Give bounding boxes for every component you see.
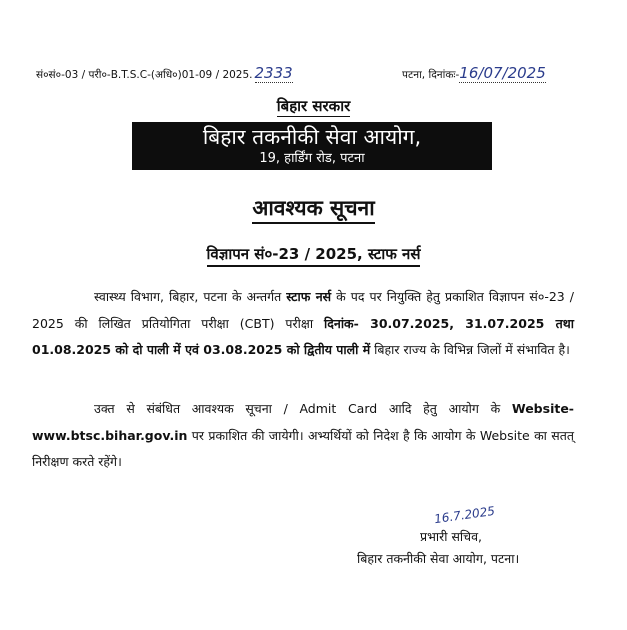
signatory-organization: बिहार तकनीकी सेवा आयोग, पटना। [357, 551, 520, 566]
reference-number [36, 64, 293, 82]
p1-post-name: स्टाफ नर्स [286, 289, 332, 304]
notice-title-text: आवश्यक सूचना [252, 196, 374, 224]
p1-text-1: स्वास्थ्य विभाग, बिहार, पटना के अन्तर्गत [94, 289, 287, 304]
government-heading [0, 96, 627, 116]
signatory-designation: प्रभारी सचिव, [420, 529, 483, 544]
p2-text-1: उक्त से संबंधित आवश्यक सूचना / Admit Card आदि हेतु आयोग के [94, 401, 512, 416]
date-line [402, 64, 546, 82]
advertisement-title [0, 244, 627, 264]
date-handwritten: 16/07/2025 [459, 64, 546, 82]
date-label: पटना, दिनांकः- [402, 69, 460, 81]
government-name: बिहार सरकार [276, 97, 351, 115]
reference-handwritten-number: 2333 [254, 64, 293, 82]
p1-text-3: बिहार राज्य के विभिन्न जिलों में संभावित है। [370, 342, 570, 357]
p1-text-2: के पद पर नियुक्ति हेतु प्रकाशित विज्ञापन सं०-23 / 2025 की लिखित प्रतियोगिता परीक्षा (CBT) परीक्षा [32, 289, 574, 331]
signature-initials: 16.7.2025 [433, 503, 496, 527]
p2-website-link[interactable]: Website- www.btsc.bihar.gov.in [32, 401, 574, 443]
paragraph-exam-schedule [32, 284, 574, 364]
commission-name: बिहार तकनीकी सेवा आयोग, [202, 125, 422, 149]
p2-text-2: पर प्रकाशित की जायेगी। अभ्यर्थियों को निदेश है कि आयोग के Website का सतत् निरीक्षण करते रहेंगे। [32, 427, 574, 469]
paragraph-website-info [32, 396, 574, 476]
commission-address: 19, हार्डिंग रोड, पटना [259, 151, 365, 166]
notice-title [0, 194, 627, 222]
advertisement-title-text: विज्ञापन सं०-23 / 2025, स्टाफ नर्स [207, 245, 421, 267]
commission-banner [132, 122, 492, 170]
reference-prefix: सं०सं०-03 / परी०-B.T.S.C-(अधि०)01-09 / 2025. [36, 69, 253, 81]
p1-exam-dates: दिनांक- 30.07.2025, 31.07.2025 तथा 01.08.2025 को दो पाली में एवं 03.08.2025 को द्वितीय पाली में [32, 315, 574, 357]
